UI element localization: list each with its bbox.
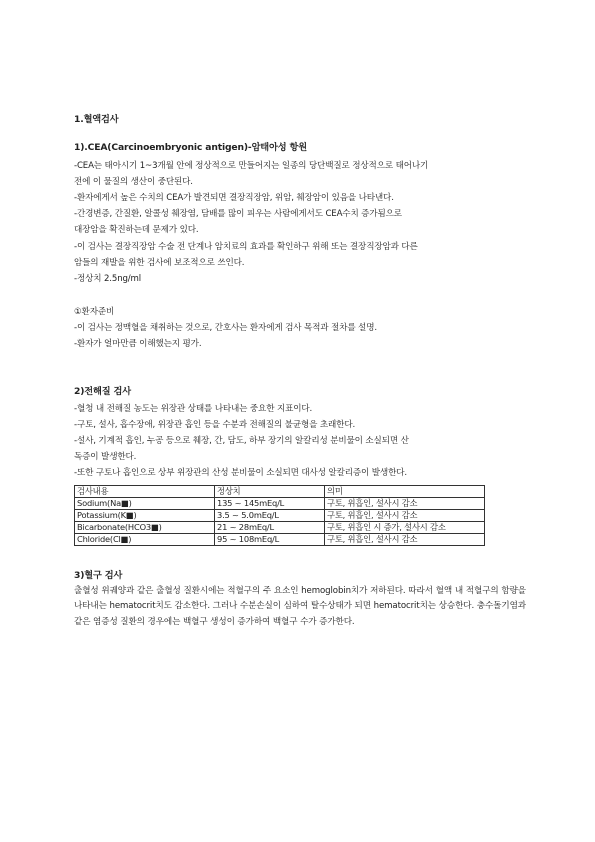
table-cell: 95 ~ 108mEq/L (215, 534, 325, 546)
table-cell: 구토, 위흡인 시 증가, 설사시 감소 (325, 522, 485, 534)
table-row (75, 510, 485, 522)
patient-prep-line: -이 검사는 정맥혈을 채취하는 것으로, 간호사는 환자에게 검사 목적과 절차를 설명. (74, 323, 377, 333)
cea-line: -간경변증, 간질환, 알콜성 췌장염, 담배를 많이 피우는 사람에게서도 CEA수치 증가됨으로 (74, 209, 402, 219)
table-cell: 21 ~ 28mEq/L (215, 522, 325, 534)
cea-line: -CEA는 태아시기 1~3개월 안에 정상적으로 만들어지는 일종의 당단백질로 정상적으로 태어나기 (74, 161, 429, 171)
cea-heading: 1).CEA(Carcinoembryonic antigen)-암태아성 항원 (74, 142, 307, 153)
electrolyte-line: -구토, 설사, 흡수장애, 위장관 흡인 등을 수분과 전해질의 불균형을 초래한다. (74, 420, 356, 430)
section-title-blood-test: 1.혈액검사 (74, 114, 119, 125)
table-header-row (75, 486, 485, 498)
electrolyte-table (74, 485, 485, 546)
cea-normal-value: -정상치 2.5ng/ml (74, 274, 142, 284)
table-header-cell: 검사내용 (75, 486, 215, 498)
table-cell: 135 ~ 145mEq/L (215, 498, 325, 510)
table-cell: Bicarbonate(HCO3■) (75, 522, 215, 534)
table-cell: 구토, 위흡인, 설사시 감소 (325, 498, 485, 510)
table-cell: 구토, 위흡인, 설사시 감소 (325, 510, 485, 522)
table-header-cell: 정상치 (215, 486, 325, 498)
cea-line: -환자에게서 높은 수치의 CEA가 발견되면 결장직장암, 위암, 췌장암이 있음을 나타낸다. (74, 193, 394, 203)
electrolyte-line: -혈청 내 전해질 농도는 위장관 상태를 나타내는 중요한 지표이다. (74, 404, 313, 414)
patient-prep-heading: ①환자준비 (74, 307, 115, 317)
electrolyte-line: -또한 구토나 흡인으로 상부 위장관의 산성 분비물이 소실되면 대사성 알칼리증이 발생한다. (74, 468, 407, 478)
electrolyte-line: -설사, 기계적 흡인, 누공 등으로 췌장, 간, 담도, 하부 장기의 알칼리성 분비물이 소실되면 산 (74, 436, 409, 446)
cea-line: 전에 이 물질의 생산이 중단된다. (74, 177, 193, 187)
table-row (75, 522, 485, 534)
table-header-cell: 의미 (325, 486, 485, 498)
cea-line: 암들의 재발을 위한 검사에 보조적으로 쓰인다. (74, 258, 245, 268)
cea-line: -이 검사는 결장직장암 수술 전 단계나 암치료의 효과를 확인하구 위해 또는 결장직장암과 다른 (74, 242, 418, 252)
blood-cell-paragraph: 출혈성 위궤양과 같은 출혈성 질환시에는 적혈구의 주 요소인 hemoglobin치가 저하된다. 따라서 혈액 내 적혈구의 함량을 나타내는 hematocrit치도 감소한다. 그러나 수분손실이 심하여 탈수상태가 되면 hematocrit치는 상승한다. 충수돌기염과 같은 염증성 질환의 경우에는 백혈구 생성이 증가하여 백혈구 수가 증가한다. (74, 586, 526, 627)
electrolyte-line: 독증이 발생한다. (74, 452, 137, 462)
table-cell: Chloride(Cl■) (75, 534, 215, 546)
table-cell: 3.5 ~ 5.0mEq/L (215, 510, 325, 522)
cea-line: 대장암을 확진하는데 문제가 있다. (74, 225, 199, 235)
blood-cell-heading: 3)혈구 검사 (74, 570, 123, 581)
table-cell: 구토, 위흡인, 설사시 감소 (325, 534, 485, 546)
patient-prep-line: -환자가 얼마만큼 이해했는지 평가. (74, 339, 202, 349)
electrolyte-heading: 2)전해질 검사 (74, 386, 131, 397)
table-cell: Sodium(Na■) (75, 498, 215, 510)
table-cell: Potassium(K■) (75, 510, 215, 522)
table-row (75, 534, 485, 546)
table-row (75, 498, 485, 510)
